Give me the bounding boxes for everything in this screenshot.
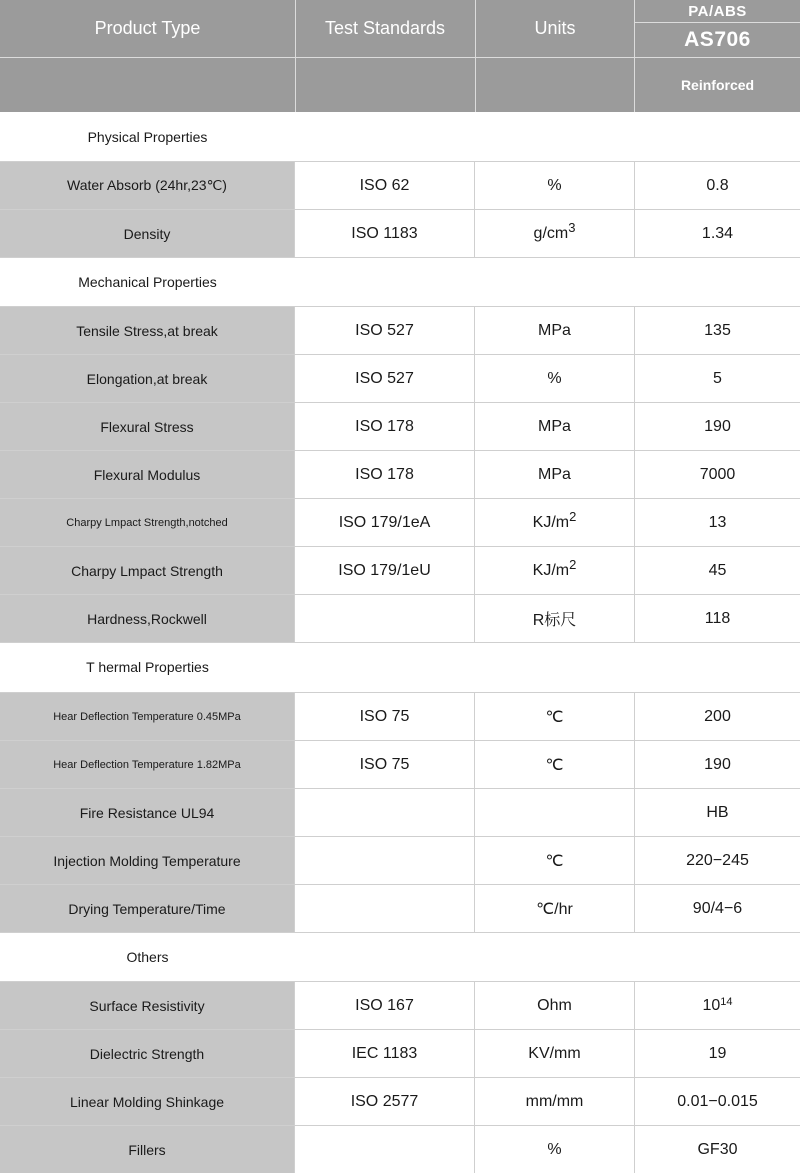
property-cell: Hear Deflection Temperature 1.82MPa — [0, 741, 295, 788]
property-cell: Charpy Lmpact Strength,notched — [0, 499, 295, 546]
table-row — [0, 788, 800, 836]
header-test-standards: Test Standards — [324, 18, 446, 38]
property-cell: Hear Deflection Temperature 0.45MPa — [0, 693, 295, 740]
standard-cell: ISO 167 — [295, 982, 475, 1029]
unit-cell: Ohm — [475, 982, 635, 1029]
unit-cell: ℃ — [475, 837, 635, 884]
unit-cell: MPa — [475, 307, 635, 354]
unit-cell — [475, 789, 635, 836]
unit-cell: KV/mm — [475, 1030, 635, 1077]
unit-base: KJ/m — [532, 513, 570, 531]
value-cell: 19 — [708, 1044, 727, 1062]
table-row — [0, 1125, 800, 1173]
table-row — [0, 161, 800, 209]
header-divider — [634, 0, 635, 112]
table-header — [0, 0, 800, 112]
value-cell: 7000 — [699, 465, 736, 483]
standard-cell — [295, 789, 475, 836]
table-row — [0, 546, 800, 594]
value-cell: 13 — [708, 513, 727, 531]
standard-cell: ISO 527 — [295, 355, 475, 402]
standard-cell: ISO 178 — [295, 403, 475, 450]
standard-cell: ISO 2577 — [295, 1078, 475, 1125]
unit-cell: KJ/m $^2$ — [475, 499, 635, 546]
standard-cell: ISO 179/1eU — [295, 547, 475, 594]
property-cell: Fire Resistance UL94 — [0, 789, 295, 836]
unit-cell: % — [475, 162, 635, 209]
table-row — [0, 450, 800, 498]
unit-base: KJ/m — [532, 561, 570, 579]
property-cell: Flexural Modulus — [0, 451, 295, 498]
value-cell: 1.34 — [701, 224, 734, 242]
table-row — [0, 740, 800, 788]
property-cell: Tensile Stress,at break — [0, 307, 295, 354]
table-row — [0, 209, 800, 257]
property-cell: Flexural Stress — [0, 403, 295, 450]
standard-cell: ISO 179/1eA — [295, 499, 475, 546]
table-row — [0, 402, 800, 450]
standard-cell: ISO 1183 — [295, 210, 475, 257]
value-cell: 45 — [708, 561, 727, 579]
property-cell: Density — [0, 210, 295, 257]
table-row — [0, 692, 800, 740]
header-grade-code: AS706 — [684, 28, 751, 51]
header-grade-note: Reinforced — [680, 77, 755, 93]
table-row — [0, 306, 800, 354]
standard-cell — [295, 885, 475, 932]
standard-cell — [295, 595, 475, 642]
property-cell: Injection Molding Temperature — [0, 837, 295, 884]
property-cell: Drying Temperature/Time — [0, 885, 295, 932]
value-cell: 190 — [704, 417, 731, 435]
table-row — [0, 498, 800, 546]
unit-cell: KJ/m $^2$ — [475, 547, 635, 594]
table-row — [0, 836, 800, 884]
header-grade-family: PA/ABS — [688, 2, 747, 20]
header-divider — [295, 0, 296, 112]
property-cell: Dielectric Strength — [0, 1030, 295, 1077]
standard-cell: ISO 75 — [295, 693, 475, 740]
value-cell: 10 $^{14}$ — [702, 995, 733, 1014]
standard-cell: ISO 178 — [295, 451, 475, 498]
value-cell: 118 — [704, 609, 731, 627]
table-row — [0, 1077, 800, 1125]
value-base: 10 — [702, 996, 721, 1014]
header-product-type: Product Type — [94, 18, 201, 38]
value-cell: 5 — [713, 369, 722, 387]
table-row — [0, 884, 800, 932]
property-cell: Water Absorb (24hr,23℃) — [0, 162, 295, 209]
unit-cell: MPa — [475, 451, 635, 498]
table-row — [0, 594, 800, 642]
value-cell: 135 — [704, 321, 731, 339]
standard-cell — [295, 1126, 475, 1173]
unit-base: g/cm — [533, 224, 569, 242]
value-cell: HB — [706, 803, 729, 821]
property-cell: Linear Molding Shinkage — [0, 1078, 295, 1125]
value-cell: 200 — [704, 707, 731, 725]
table-row — [0, 981, 800, 1029]
header-divider — [635, 22, 800, 23]
unit-cell: % — [475, 1126, 635, 1173]
table-row — [0, 1029, 800, 1077]
table-row — [0, 354, 800, 402]
value-cell: 190 — [704, 755, 731, 773]
value-cell: 0.01−0.015 — [677, 1092, 758, 1110]
standard-cell: ISO 75 — [295, 741, 475, 788]
section-title-physical: Physical Properties — [87, 129, 208, 145]
property-cell: Charpy Lmpact Strength — [0, 547, 295, 594]
property-cell: Surface Resistivity — [0, 982, 295, 1029]
section-title-mechanical: Mechanical Properties — [78, 274, 217, 290]
standard-cell: IEC 1183 — [295, 1030, 475, 1077]
unit-cell: ℃ — [475, 741, 635, 788]
value-cell: 90/4−6 — [692, 899, 743, 917]
value-cell: GF30 — [697, 1140, 738, 1158]
value-cell: 220−245 — [686, 851, 749, 869]
section-title-others: Others — [126, 949, 169, 965]
unit-cell: g/cm $^3$ — [475, 210, 635, 257]
unit-cell: ℃ — [475, 693, 635, 740]
standard-cell: ISO 527 — [295, 307, 475, 354]
header-divider — [0, 57, 800, 58]
unit-cell: mm/mm — [475, 1078, 635, 1125]
property-cell: Elongation,at break — [0, 355, 295, 402]
section-title-thermal: T hermal Properties — [86, 659, 209, 675]
unit-cell: ℃/hr — [475, 885, 635, 932]
standard-cell — [295, 837, 475, 884]
value-cell: 0.8 — [706, 176, 729, 194]
property-cell: Fillers — [0, 1126, 295, 1173]
unit-cell: R标尺 — [475, 595, 635, 642]
property-cell: Hardness,Rockwell — [0, 595, 295, 642]
header-units: Units — [534, 18, 576, 38]
standard-cell: ISO 62 — [295, 162, 475, 209]
header-divider — [475, 0, 476, 112]
unit-cell: % — [475, 355, 635, 402]
unit-cell: MPa — [475, 403, 635, 450]
